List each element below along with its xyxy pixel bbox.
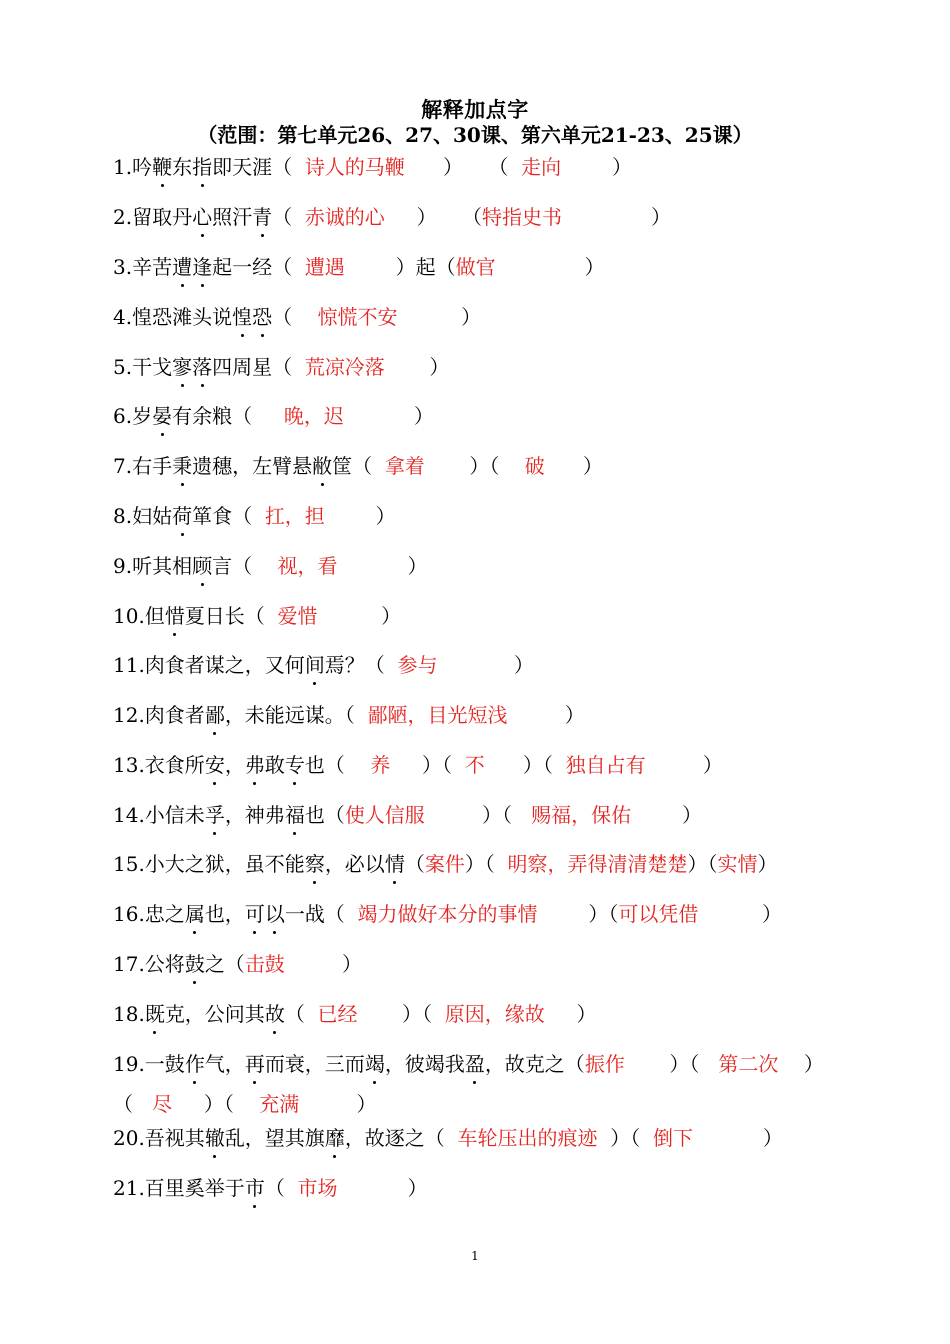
question-text: 言（ xyxy=(212,554,278,578)
dotted-character: 盈 xyxy=(464,1052,485,1076)
question-text: ，彼竭我 xyxy=(384,1052,465,1076)
question-text: ）（ xyxy=(424,803,532,827)
dotted-character: 顾 xyxy=(192,554,213,578)
exercise-line xyxy=(113,950,362,978)
question-text: （ xyxy=(404,852,425,876)
answer-text: 视，看 xyxy=(277,554,338,578)
question-text: ） xyxy=(645,753,723,777)
question-text: ） xyxy=(397,305,482,329)
question-text: ）（ xyxy=(484,753,566,777)
question-text: 4. xyxy=(113,305,133,329)
answer-text: 不 xyxy=(464,753,485,777)
dotted-character: 察 xyxy=(304,852,325,876)
question-text: ） xyxy=(544,454,603,478)
question-text: ） xyxy=(507,703,585,727)
answer-text: 尽 xyxy=(152,1092,173,1116)
question-text: ） xyxy=(631,803,702,827)
answer-text: 原因，缘故 xyxy=(444,1002,545,1026)
question-text: 惶恐 xyxy=(132,305,173,329)
question-text: （ xyxy=(264,1176,298,1200)
answer-text: 第二次 xyxy=(718,1052,779,1076)
question-text: ） xyxy=(495,255,605,279)
dotted-character: 心 xyxy=(192,205,213,229)
question-text: 11.肉食者谋之，又何 xyxy=(113,653,305,677)
page-subtitle: （范围：第七单元26、27、30课、第六单元21-23、25课） xyxy=(197,123,753,147)
dotted-character: 市 xyxy=(244,1176,265,1200)
question-text: ，故克之（ xyxy=(484,1052,585,1076)
question-text: ） xyxy=(437,653,534,677)
question-text: 16.忠之 xyxy=(113,902,185,926)
answer-text: 诗人的马鞭 xyxy=(304,155,405,179)
question-text: ） xyxy=(337,1176,428,1200)
question-text: 即天涯（ xyxy=(212,155,305,179)
question-text: 有余粮（ xyxy=(172,404,284,428)
question-text: 18. xyxy=(113,1002,145,1026)
question-text: 9.听其相 xyxy=(113,554,193,578)
answer-text: 竭力做好本分的事情 xyxy=(357,902,538,926)
question-text: 经（ xyxy=(252,255,305,279)
dotted-character: 恐 xyxy=(252,305,273,329)
question-text: 焉？（ xyxy=(324,653,398,677)
question-text: 乱，望其旗 xyxy=(224,1126,325,1150)
answer-text: 遭遇 xyxy=(304,255,345,279)
question-text: 19.一鼓 xyxy=(113,1052,185,1076)
question-text: ）（ xyxy=(424,454,525,478)
question-text: 而衰，三而 xyxy=(264,1052,365,1076)
answer-text: 可以凭借 xyxy=(618,902,699,926)
dotted-character: 安 xyxy=(204,753,225,777)
exercise-line xyxy=(113,502,396,530)
question-text: 10.但 xyxy=(113,604,165,628)
exercise-line xyxy=(113,850,778,878)
dotted-character: 鼓 xyxy=(184,952,205,976)
exercise-line xyxy=(113,1000,597,1028)
answer-text: 走向 xyxy=(521,155,562,179)
question-text: 17.公将 xyxy=(113,952,185,976)
exercise-line xyxy=(113,602,401,630)
dotted-character: 寥 xyxy=(172,355,193,379)
exercise-line xyxy=(113,1174,427,1202)
question-text: ）（ xyxy=(687,852,718,876)
dotted-character: 敝 xyxy=(312,454,333,478)
exercise-line xyxy=(113,203,671,231)
question-text: 一 xyxy=(232,255,253,279)
question-text: 1.吟 xyxy=(113,155,153,179)
page-title: 解释加点字 xyxy=(421,97,529,122)
question-text: ） xyxy=(561,155,632,179)
question-text: ） xyxy=(778,1052,824,1076)
exercise-line xyxy=(113,153,632,181)
dotted-character: 遭 xyxy=(172,255,193,279)
dotted-character: 辙 xyxy=(204,1126,225,1150)
answer-text: 惊慌不安 xyxy=(317,305,398,329)
dotted-character: 鄙 xyxy=(204,703,225,727)
exercise-line xyxy=(113,1124,783,1152)
question-text: 东 xyxy=(172,155,193,179)
question-text: 克，公问其 xyxy=(164,1002,265,1026)
question-text: ）（ xyxy=(357,1002,445,1026)
exercise-line xyxy=(113,1050,824,1078)
exercise-line xyxy=(113,353,449,381)
dotted-character: 惜 xyxy=(164,604,185,628)
dotted-character: 属 xyxy=(184,902,205,926)
question-text: ） xyxy=(343,404,434,428)
question-text: （ xyxy=(284,1002,318,1026)
answer-text: 独自占有 xyxy=(565,753,646,777)
question-text: 筐（ xyxy=(332,454,385,478)
question-text: ，必以 xyxy=(324,852,385,876)
question-text: 也（ xyxy=(304,803,345,827)
question-text: ，故逐之（ xyxy=(344,1126,458,1150)
question-text: ）（ xyxy=(537,902,619,926)
question-text: 夏日长（ xyxy=(184,604,278,628)
question-text: 8.妇姑 xyxy=(113,504,173,528)
answer-text: 扛，担 xyxy=(264,504,325,528)
exercise-line xyxy=(113,801,702,829)
question-text: ，未能远谋。（ xyxy=(224,703,368,727)
answer-text: 特指史书 xyxy=(482,205,563,229)
answer-text: 明察，弄得清清楚楚 xyxy=(507,852,688,876)
dotted-character: 逢 xyxy=(192,255,213,279)
answer-text: 鄙陋，目光短浅 xyxy=(367,703,508,727)
question-text: （ xyxy=(113,1092,153,1116)
answer-text: 击鼓 xyxy=(244,952,285,976)
question-text: ） （ xyxy=(384,205,483,229)
question-text: ）起（ xyxy=(344,255,456,279)
exercise-line xyxy=(113,900,782,928)
question-text: 2.留取丹 xyxy=(113,205,193,229)
question-text: ）（ xyxy=(624,1052,719,1076)
question-text: 13.衣食所 xyxy=(113,753,205,777)
question-text: ） xyxy=(544,1002,597,1026)
question-text: ） xyxy=(384,355,450,379)
exercise-line xyxy=(113,303,481,331)
question-text: 一战（ xyxy=(284,902,358,926)
question-text: ）（ xyxy=(597,1126,653,1150)
question-text: 7.右手 xyxy=(113,454,173,478)
question-text: 四周星（ xyxy=(212,355,305,379)
dotted-character: 既 xyxy=(144,1002,165,1026)
answer-text: 振作 xyxy=(584,1052,625,1076)
answer-text: 破 xyxy=(524,454,545,478)
question-text: 3.辛苦 xyxy=(113,255,173,279)
exercise-line xyxy=(113,751,723,779)
dotted-character: 专 xyxy=(284,753,305,777)
question-text: ）（ xyxy=(390,753,465,777)
question-text: 气， xyxy=(204,1052,245,1076)
question-text: 20.吾视其 xyxy=(113,1126,205,1150)
exercise-line xyxy=(113,402,434,430)
question-text: ） xyxy=(324,504,396,528)
exercise-line xyxy=(113,452,603,480)
question-text: 12.肉食者 xyxy=(113,703,205,727)
dotted-character: 青 xyxy=(252,205,273,229)
dotted-character: 荷 xyxy=(172,504,193,528)
answer-text: 实情 xyxy=(717,852,758,876)
question-text: ）（ xyxy=(464,852,508,876)
dotted-character: 竭 xyxy=(364,1052,385,1076)
question-text: （ xyxy=(272,305,318,329)
question-text: 遗穗，左臂悬 xyxy=(192,454,313,478)
answer-text: 做官 xyxy=(455,255,496,279)
question-text: ） xyxy=(337,554,428,578)
question-text: ， xyxy=(224,753,245,777)
answer-text: 案件 xyxy=(424,852,465,876)
dotted-character: 可 xyxy=(244,902,265,926)
dotted-character: 鞭 xyxy=(152,155,173,179)
dotted-character: 晏 xyxy=(152,404,173,428)
question-text: 照汗 xyxy=(212,205,253,229)
question-text: ）（ xyxy=(172,1092,260,1116)
question-text: 也， xyxy=(204,902,245,926)
answer-text: 使人信服 xyxy=(344,803,425,827)
question-text: 15.小大之狱，虽不能 xyxy=(113,852,305,876)
question-text: ） xyxy=(299,1092,377,1116)
question-text: ） xyxy=(757,852,778,876)
answer-text: 倒下 xyxy=(652,1126,693,1150)
answer-text: 养 xyxy=(370,753,391,777)
answer-text: 赐福，保佑 xyxy=(531,803,632,827)
answer-text: 赤诚的心 xyxy=(304,205,385,229)
exercise-line xyxy=(113,651,534,679)
question-text: 起 xyxy=(212,255,233,279)
answer-text: 参与 xyxy=(397,653,438,677)
question-text: ） xyxy=(317,604,402,628)
dotted-character: 故 xyxy=(264,1002,285,1026)
exercise-line xyxy=(113,1090,377,1118)
dotted-character: 作 xyxy=(184,1052,205,1076)
question-text: 敢 xyxy=(264,753,285,777)
question-text: （ xyxy=(272,205,305,229)
question-text: 之（ xyxy=(204,952,245,976)
dotted-character: 惶 xyxy=(232,305,253,329)
dotted-character: 再 xyxy=(244,1052,265,1076)
answer-text: 荒凉冷落 xyxy=(304,355,385,379)
page-number: 1 xyxy=(471,1249,479,1263)
question-text: 箪食（ xyxy=(192,504,265,528)
dotted-character: 以 xyxy=(264,902,285,926)
exercise-line xyxy=(113,701,585,729)
answer-text: 市场 xyxy=(297,1176,338,1200)
question-text: 也（ xyxy=(304,753,371,777)
dotted-character: 落 xyxy=(192,355,213,379)
question-text: ，神弗 xyxy=(224,803,285,827)
dotted-character: 靡 xyxy=(324,1126,345,1150)
exercise-line xyxy=(113,552,427,580)
dotted-character: 间 xyxy=(304,653,325,677)
question-text: ） xyxy=(692,1126,783,1150)
question-text: ） （ xyxy=(404,155,522,179)
dotted-character: 孚 xyxy=(204,803,225,827)
dotted-character: 弗 xyxy=(244,753,265,777)
question-text: ） xyxy=(562,205,672,229)
answer-text: 车轮压出的痕迹 xyxy=(457,1126,598,1150)
question-text: 14.小信未 xyxy=(113,803,205,827)
dotted-character: 情 xyxy=(384,852,405,876)
question-text: 滩头说 xyxy=(172,305,233,329)
question-text: ） xyxy=(698,902,782,926)
answer-text: 拿着 xyxy=(384,454,425,478)
question-text: 21.百里奚举于 xyxy=(113,1176,245,1200)
dotted-character: 福 xyxy=(284,803,305,827)
answer-text: 已经 xyxy=(317,1002,358,1026)
dotted-character: 秉 xyxy=(172,454,193,478)
question-text: 6.岁 xyxy=(113,404,153,428)
answer-text: 爱惜 xyxy=(277,604,318,628)
exercise-line xyxy=(113,253,605,281)
question-text: ） xyxy=(284,952,363,976)
question-text: 5.干戈 xyxy=(113,355,173,379)
answer-text: 晚，迟 xyxy=(283,404,344,428)
answer-text: 充满 xyxy=(259,1092,300,1116)
dotted-character: 指 xyxy=(192,155,213,179)
